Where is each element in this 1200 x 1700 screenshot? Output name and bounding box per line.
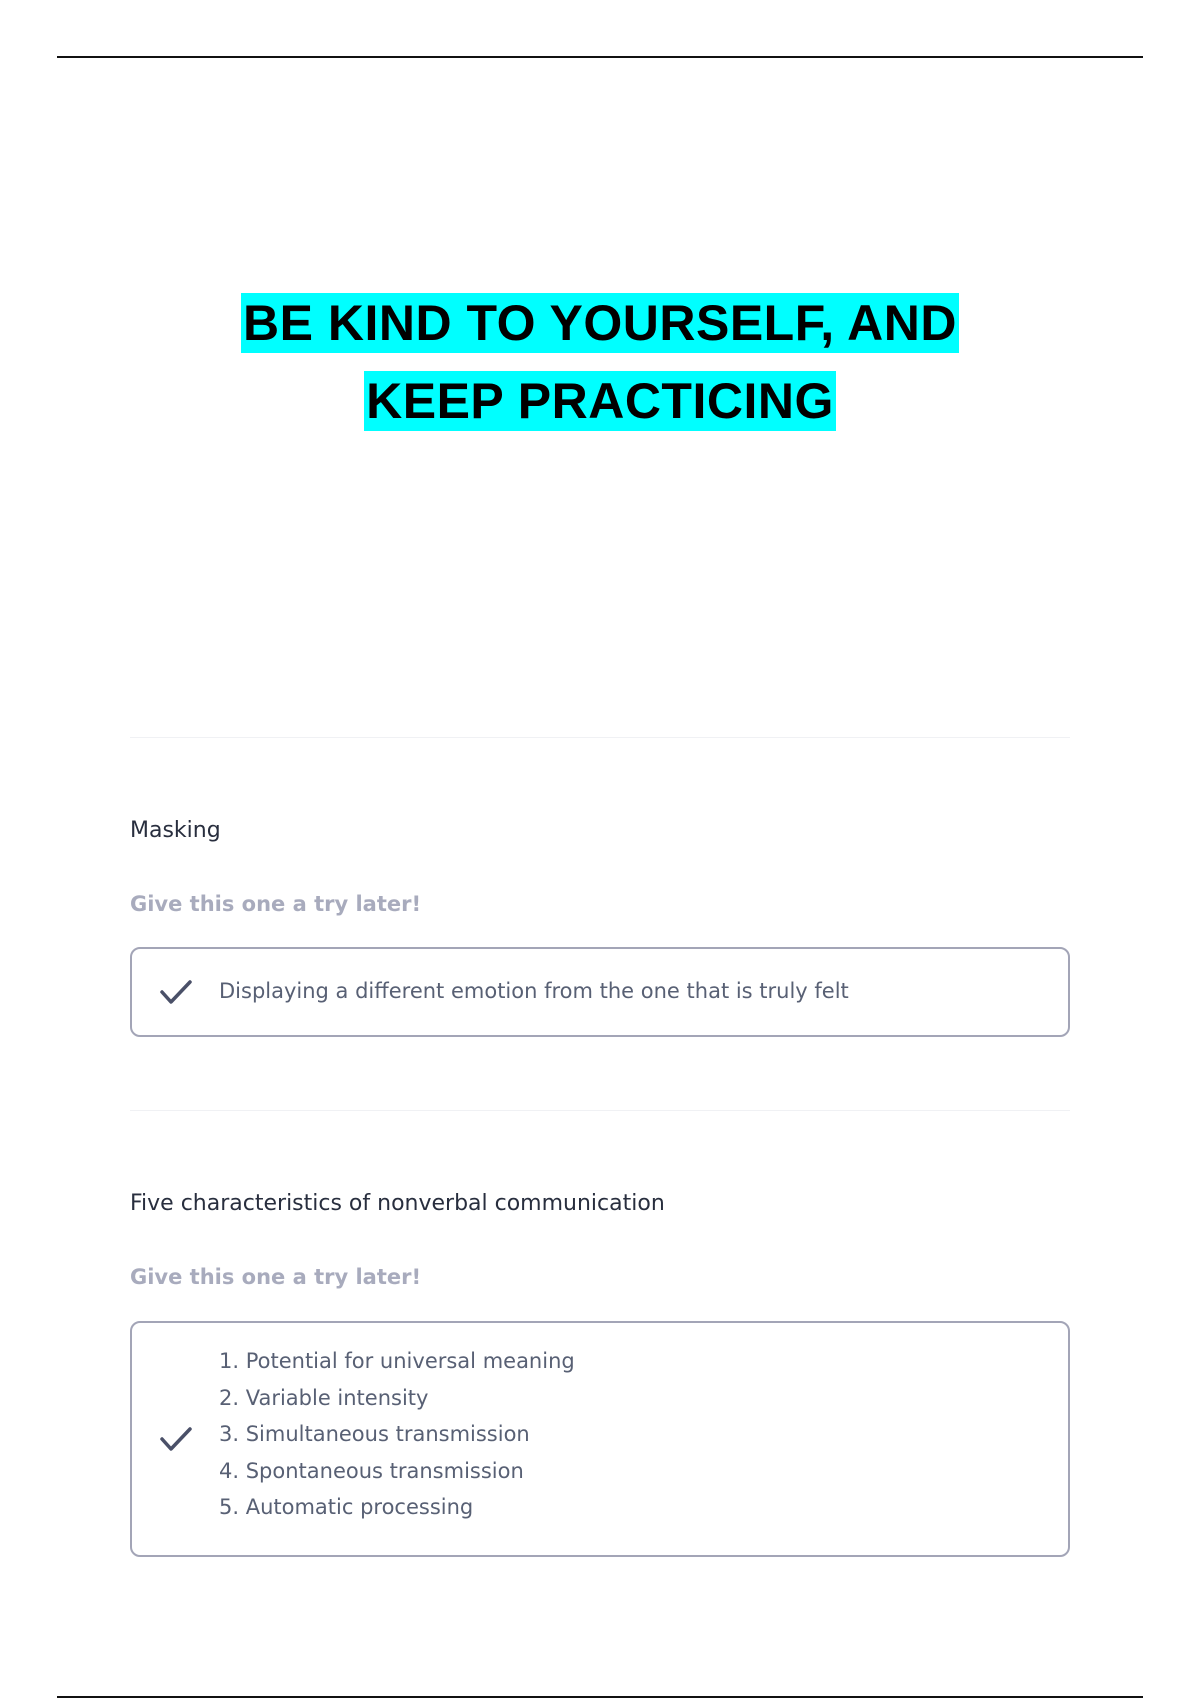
check-icon xyxy=(158,977,194,1007)
card-status: Give this one a try later! xyxy=(130,892,422,916)
headline-line-2: KEEP PRACTICING xyxy=(366,373,834,429)
card-term: Five characteristics of nonverbal communication xyxy=(130,1191,665,1216)
answer-list xyxy=(219,1343,575,1526)
answer-text: Displaying a different emotion from the one that is truly felt xyxy=(219,979,849,1003)
list-item: 2. Variable intensity xyxy=(219,1385,429,1410)
list-item: 5. Automatic processing xyxy=(219,1495,474,1519)
list-item: 3. Simultaneous transmission xyxy=(219,1422,530,1446)
headline xyxy=(0,284,1200,440)
top-rule xyxy=(57,56,1143,58)
list-item: 1. Potential for universal meaning xyxy=(219,1349,575,1373)
card-status: Give this one a try later! xyxy=(130,1265,422,1289)
list-item: 4. Spontaneous transmission xyxy=(219,1458,524,1483)
card-divider xyxy=(130,1110,1070,1111)
check-icon xyxy=(158,1424,194,1454)
answer-box[interactable] xyxy=(130,1321,1070,1557)
card-term: Masking xyxy=(130,818,221,843)
answer-box[interactable] xyxy=(130,947,1070,1037)
headline-line-1: BE KIND TO YOURSELF, AND xyxy=(243,295,957,351)
card-divider xyxy=(130,737,1070,738)
bottom-rule xyxy=(57,1696,1143,1698)
